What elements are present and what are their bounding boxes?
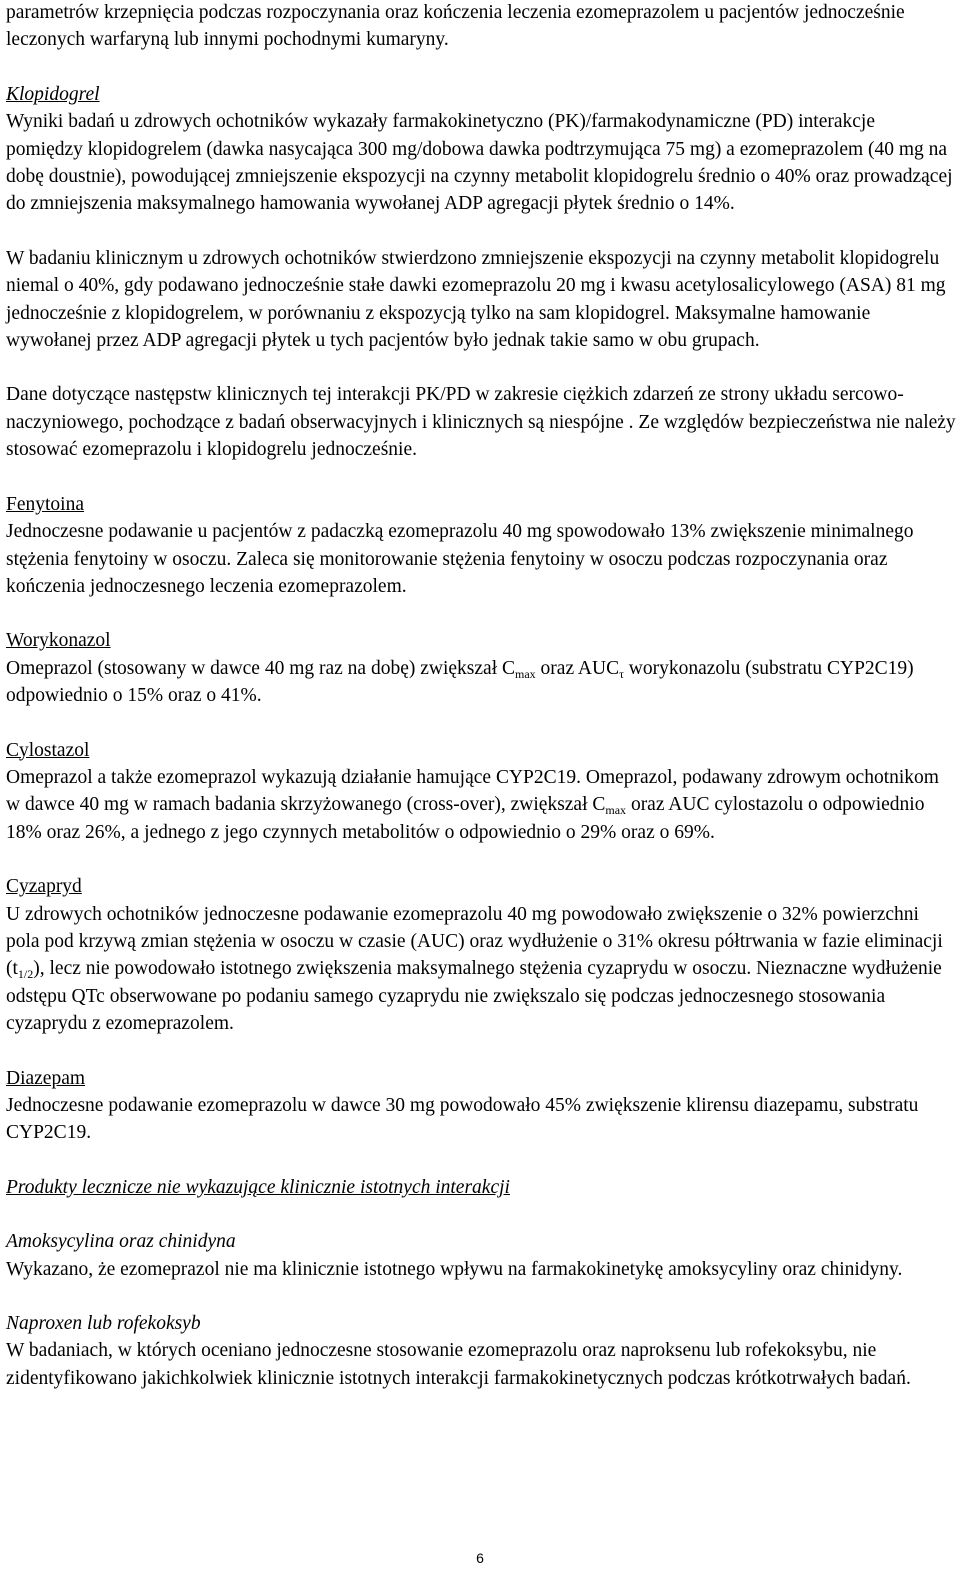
cmax-subscript: max: [515, 666, 536, 681]
worykonazol-text-3: worykonazolu (substratu CYP2C19) odpowiednio o 15% oraz o 41%.: [6, 657, 914, 707]
cyzapryd-paragraph: [6, 901, 956, 1038]
cylostazol-heading: Cylostazol: [6, 739, 90, 761]
worykonazol-section: [6, 627, 956, 709]
fenytoina-paragraph: Jednoczesne podawanie u pacjentów z padaczką ezomeprazolu 40 mg spowodowało 13% zwiększenie minimalnego stężenia fenytoiny w osoczu. Zaleca się monitorowanie stężenia fenytoiny w osoczu podczas rozpoczynania oraz kończenia jednoczesnego leczenia ezomeprazolem.: [6, 521, 914, 597]
amoksycylina-heading: Amoksycylina oraz chinidyna: [6, 1231, 236, 1253]
document-page: [6, 0, 956, 1419]
naproxen-paragraph: W badaniach, w których oceniano jednoczesne stosowanie ezomeprazolu oraz naproksenu lub rofekoksybu, nie zidentyfikowano jakichkolwiek klinicznie istotnych interakcji farmakokinetycznych podczas krótkotrwałych badań.: [6, 1340, 911, 1389]
fenytoina-section: [6, 491, 956, 601]
worykonazol-heading: Worykonazol: [6, 630, 111, 652]
half-life-subscript: 1/2: [17, 967, 34, 982]
cyzapryd-text-2: ), lecz nie powodowało istotnego zwiększenia maksymalnego stężenia cyzaprydu w osoczu. Nieznaczne wydłużenie odstępu QTc obserwowane po podaniu samego cyzaprydu nie zwiększalo się podczas jednoczesnego stosowania cyzaprydu z ezomeprazolem.: [6, 958, 942, 1035]
diazepam-section: [6, 1065, 956, 1147]
diazepam-paragraph: Jednoczesne podawanie ezomeprazolu w dawce 30 mg powodowało 45% zwiększenie klirensu diazepamu, substratu CYP2C19.: [6, 1095, 919, 1144]
tau-subscript: τ: [619, 666, 624, 681]
cylostazol-paragraph: [6, 764, 956, 846]
klopidogrel-heading: Klopidogrel: [6, 83, 100, 105]
worykonazol-text-2: oraz AUC: [535, 657, 620, 679]
amoksycylina-section: [6, 1228, 956, 1283]
cyzapryd-section: [6, 873, 956, 1037]
cmax-subscript: max: [605, 803, 627, 818]
cyzapryd-text-1: U zdrowych ochotników jednoczesne podawanie ezomeprazolu 40 mg powodowało zwiększenie o 32% powierzchni pola pod krzywą zmian stężenia w osoczu w czasie (AUC) oraz wydłużenie o 31% okresu półtrwania w fazie eliminacji (t: [6, 903, 943, 980]
produkty-heading: Produkty lecznicze nie wykazujące klinicznie istotnych interakcji: [6, 1176, 510, 1198]
klopidogrel-paragraph-3: Dane dotyczące następstw klinicznych tej interakcji PK/PD w zakresie ciężkich zdarzeń ze strony układu sercowo-naczyniowego, pochodzące z badań obserwacyjnych i klinicznych są niespójne . Ze względów bezpieczeństwa nie należy stosować ezomeprazolu i klopidogrelu jednocześnie.: [6, 384, 956, 461]
amoksycylina-paragraph: Wykazano, że ezomeprazol nie ma klinicznie istotnego wpływu na farmakokinetykę amoksycyliny oraz chinidyny.: [6, 1258, 903, 1280]
intro-paragraph: parametrów krzepnięcia podczas rozpoczynania oraz kończenia leczenia ezomeprazolem u pacjentów jednocześnie leczonych warfaryną lub innymi pochodnymi kumaryny.: [6, 2, 905, 51]
worykonazol-text-1: Omeprazol (stosowany w dawce 40 mg raz na dobę) zwiększał C: [6, 657, 515, 679]
intro-section: [6, 0, 956, 54]
naproxen-heading: Naproxen lub rofekoksyb: [6, 1313, 201, 1335]
cylostazol-text-2: oraz AUC cylostazolu o odpowiednio 18% oraz 26%, a jednego z jego czynnych metabolitów o odpowiednio o 29% oraz o 69%.: [6, 794, 925, 843]
klopidogrel-paragraph-2-block: [6, 245, 956, 355]
klopidogrel-section: [6, 81, 956, 218]
klopidogrel-paragraph-2: W badaniu klinicznym u zdrowych ochotników stwierdzono zmniejszenie ekspozycji na czynny metabolit klopidogrelu niemal o 40%, gdy podawano jednocześnie stałe dawki ezomeprazolu 20 mg i kwasu acetylosalicylowego (ASA) 81 mg jednocześnie z klopidogrelem, w porównaniu z ekspozycją tylko na sam klopidogrel. Maksymalne hamowanie wywołanej przez ADP agregacji płytek u tych pacjentów było jednak takie samo w obu grupach.: [6, 247, 946, 352]
page-number: 6: [476, 1550, 484, 1566]
klopidogrel-paragraph-1: Wyniki badań u zdrowych ochotników wykazały farmakokinetyczno (PK)/farmakodynamiczne (PD) interakcje pomiędzy klopidogrelem (dawka nasycająca 300 mg/dobowa dawka podtrzymująca 75 mg) a ezomeprazolem (40 mg na dobę doustnie), powodującej zmniejszenie ekspozycji na czynny metabolit klopidogrelu średnio o 40% oraz prowadzącej do zmniejszenia maksymalnego hamowania wywołanej ADP agregacji płytek średnio o 14%.: [6, 111, 953, 215]
cylostazol-section: [6, 737, 956, 847]
produkty-section: [6, 1174, 956, 1201]
fenytoina-heading: Fenytoina: [6, 493, 84, 515]
cyzapryd-heading: Cyzapryd: [6, 876, 82, 898]
cylostazol-text-1: Omeprazol a także ezomeprazol wykazują działanie hamujące CYP2C19. Omeprazol, podawany zdrowym ochotnikom w dawce 40 mg w ramach badania skrzyżowanego (cross-over), zwiększał C: [6, 766, 939, 816]
naproxen-section: [6, 1310, 956, 1392]
diazepam-heading: Diazepam: [6, 1067, 86, 1089]
worykonazol-paragraph: [6, 655, 956, 710]
klopidogrel-paragraph-3-block: [6, 381, 956, 463]
